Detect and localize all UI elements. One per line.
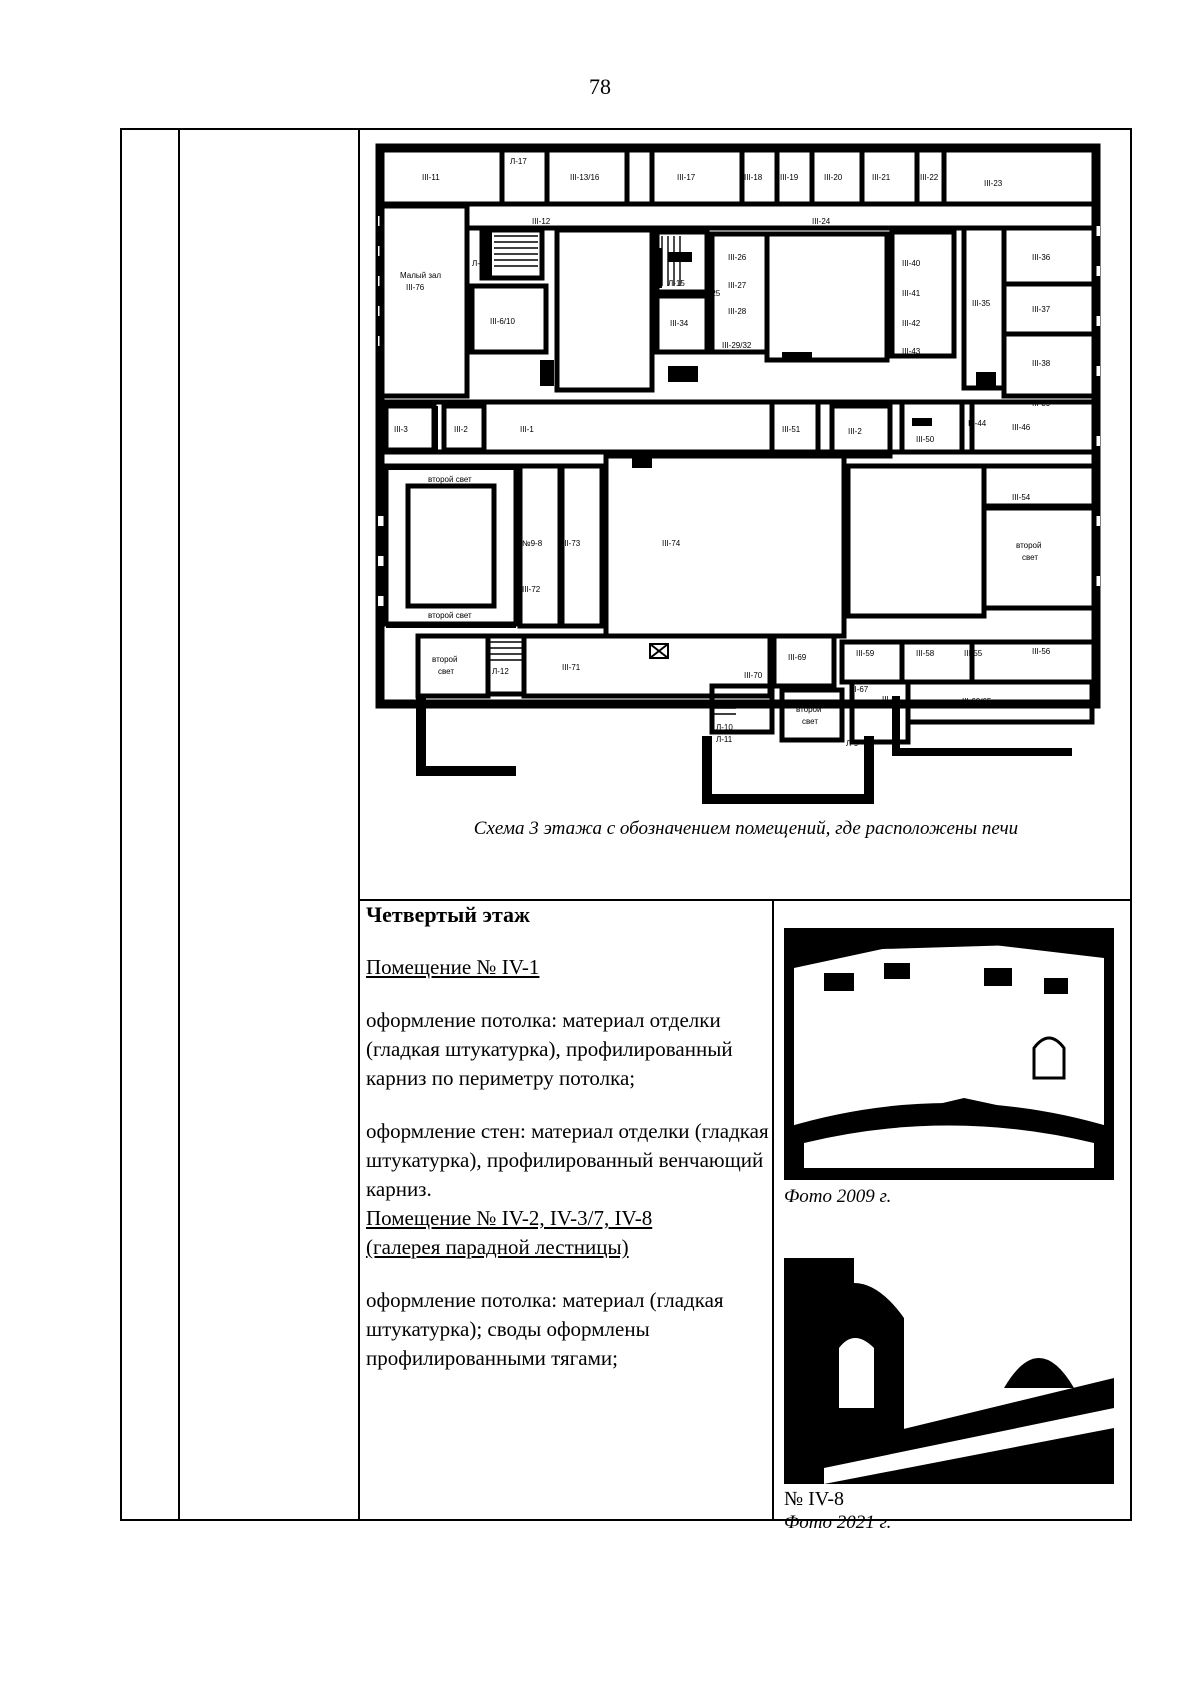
plan-label: III-12 bbox=[532, 217, 551, 226]
plan-label: III-2 bbox=[454, 425, 468, 434]
floor-heading: Четвертый этаж bbox=[366, 902, 531, 927]
plan-label: III-27 bbox=[728, 281, 747, 290]
plan-label: III-19 bbox=[780, 173, 799, 182]
plan-label: второй свет bbox=[428, 475, 472, 484]
plan-label: III-39 bbox=[1032, 399, 1051, 408]
plan-label: III-43 bbox=[902, 347, 921, 356]
plan-label: III-71 bbox=[562, 663, 581, 672]
column-divider-1 bbox=[178, 130, 180, 1519]
plan-label: III-25 bbox=[702, 289, 721, 298]
plan-label: III-1 bbox=[520, 425, 534, 434]
plan-label: III-23 bbox=[984, 179, 1003, 188]
description-column bbox=[366, 900, 776, 1397]
plan-label: III-21 bbox=[872, 173, 891, 182]
plan-label: Л-12 bbox=[492, 667, 509, 676]
plan-label: второй bbox=[1016, 541, 1042, 550]
page-number: 78 bbox=[589, 74, 611, 99]
plan-label: III-40 bbox=[902, 259, 921, 268]
plan-label: III-76 bbox=[406, 283, 425, 292]
floor-plan bbox=[372, 136, 1108, 804]
plan-label: свет bbox=[802, 717, 819, 726]
plan-label: III-26 bbox=[728, 253, 747, 262]
plan-label: III-74 bbox=[662, 539, 681, 548]
room-subtitle: (галерея парадной лестницы) bbox=[366, 1235, 629, 1259]
plan-label: III-69 bbox=[788, 653, 807, 662]
plan-label: III-44 bbox=[968, 419, 987, 428]
plan-label: III-54 bbox=[1012, 493, 1031, 502]
plan-label: III-36 bbox=[1032, 253, 1051, 262]
photo-caption: Фото 2021 г. bbox=[784, 1512, 892, 1533]
plan-label: Л-9 bbox=[846, 739, 859, 748]
plan-caption: Схема 3 этажа с обозначением помещений, где расположены печи bbox=[473, 818, 1019, 839]
plan-label: второй bbox=[796, 705, 822, 714]
plan-label: III-34 bbox=[670, 319, 689, 328]
plan-label: III-41 bbox=[902, 289, 921, 298]
plan-label: №9-8 bbox=[522, 539, 543, 548]
plan-label: III-22 bbox=[920, 173, 939, 182]
ceiling-description: оформление потолка: материал (гладкая штукатурка); своды оформлены профилированными тягами; bbox=[366, 1288, 724, 1370]
plan-label: III-13/16 bbox=[570, 173, 600, 182]
plan-label: III-2 bbox=[848, 427, 862, 436]
plan-label: III-70 bbox=[744, 671, 763, 680]
plan-label: второй bbox=[432, 655, 458, 664]
plan-label: III-51 bbox=[782, 425, 801, 434]
plan-label: III-20 bbox=[824, 173, 843, 182]
plan-label: III-29/32 bbox=[722, 341, 752, 350]
plan-label: III-17 bbox=[677, 173, 696, 182]
plan-label: III-18 bbox=[744, 173, 763, 182]
plan-label: III-46 bbox=[1012, 423, 1031, 432]
plan-label: III-6/10 bbox=[490, 317, 515, 326]
plan-label: III-42 bbox=[902, 319, 921, 328]
plan-label: III-24 bbox=[812, 217, 831, 226]
plan-label: III-56 bbox=[1032, 647, 1051, 656]
plan-label: III-28 bbox=[728, 307, 747, 316]
photo-iv-8 bbox=[784, 1258, 1114, 1484]
plan-label: Л-11 bbox=[716, 735, 733, 744]
walls-description: оформление стен: материал отделки (гладкая штукатурка), профилированный венчающий карниз. bbox=[366, 1119, 769, 1201]
plan-label: свет bbox=[438, 667, 455, 676]
plan-label: III-72 bbox=[522, 585, 541, 594]
plan-label: III-60/65 bbox=[962, 697, 992, 706]
plan-label: Л-14 bbox=[472, 259, 489, 268]
photo-2009 bbox=[784, 928, 1114, 1180]
plan-label: Л-10 bbox=[716, 723, 733, 732]
photo-caption: Фото 2009 г. bbox=[784, 1186, 892, 1207]
ceiling-description: оформление потолка: материал отделки (гладкая штукатурка), профилированный карниз по периметру потолка; bbox=[366, 1008, 733, 1090]
plan-label: Л-15 bbox=[668, 279, 685, 288]
plan-label: III-59 bbox=[856, 649, 875, 658]
plan-label: III-50 bbox=[916, 435, 935, 444]
plan-label: свет bbox=[1022, 553, 1039, 562]
room-title: Помещение № IV-1 bbox=[366, 955, 540, 979]
room-title: Помещение № IV-2, IV-3/7, IV-8 bbox=[366, 1206, 653, 1230]
plan-label: Малый зал bbox=[400, 271, 442, 280]
plan-label: III-3 bbox=[394, 425, 408, 434]
plan-label: второй свет bbox=[428, 611, 472, 620]
plan-label: III-38 bbox=[1032, 359, 1051, 368]
plan-label: III-37 bbox=[1032, 305, 1051, 314]
photo-room-label: № IV-8 bbox=[784, 1488, 845, 1510]
plan-label: III-55 bbox=[964, 649, 983, 658]
plan-label: III-67 bbox=[850, 685, 869, 694]
plan-label: Л-17 bbox=[510, 157, 527, 166]
plan-label: III-11 bbox=[422, 173, 440, 182]
plan-label: III-66 bbox=[882, 695, 901, 704]
plan-label: III-58 bbox=[916, 649, 935, 658]
plan-label: III-35 bbox=[972, 299, 991, 308]
plan-label: III-73 bbox=[562, 539, 581, 548]
